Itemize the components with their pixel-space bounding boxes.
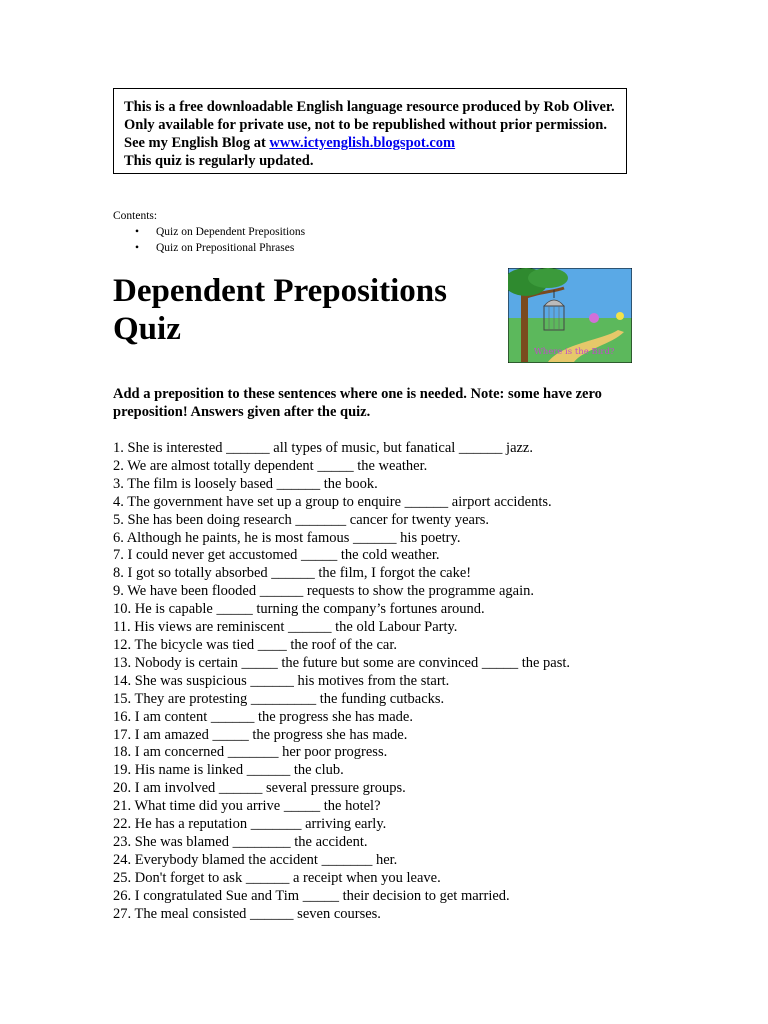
question-item: 7. I could never get accustomed _____ the cold weather.	[113, 547, 440, 564]
question-item: 23. She was blamed ________ the accident.	[113, 833, 368, 850]
contents-section	[113, 208, 305, 256]
question-item: 25. Don't forget to ask ______ a receipt when you leave.	[113, 869, 441, 886]
blog-link[interactable]: www.ictyenglish.blogspot.com	[269, 135, 456, 151]
question-item: 9. We have been flooded ______ requests to show the programme again.	[113, 583, 534, 600]
contents-heading: Contents:	[113, 210, 158, 222]
notice-line: This is a free downloadable English language resource produced by Rob Oliver.	[124, 99, 615, 115]
question-item: 14. She was suspicious ______ his motives from the start.	[113, 672, 450, 689]
question-item: 6. Although he paints, he is most famous ______ his poetry.	[113, 529, 461, 546]
question-item: 2. We are almost totally dependent _____ the weather.	[113, 457, 428, 474]
quiz-instructions: Add a preposition to these sentences where one is needed. Note: some have zero preposition! Answers given after the quiz.	[113, 386, 602, 420]
question-item: 15. They are protesting _________ the funding cutbacks.	[113, 690, 445, 707]
notice-box	[113, 88, 627, 174]
question-item: 5. She has been doing research _______ cancer for twenty years.	[113, 511, 490, 528]
question-item: 11. His views are reminiscent ______ the old Labour Party.	[113, 619, 458, 636]
contents-list	[113, 224, 305, 256]
title-line: Quiz	[113, 311, 181, 347]
bullet-icon: •	[135, 226, 140, 238]
question-item: 4. The government have set up a group to enquire ______ airport accidents.	[113, 493, 552, 510]
contents-item[interactable]	[135, 240, 305, 256]
notice-line: Only available for private use, not to be republished without prior permission.	[124, 117, 607, 133]
contents-item-label: Quiz on Dependent Prepositions	[156, 226, 306, 238]
question-item: 26. I congratulated Sue and Tim _____ their decision to get married.	[113, 887, 510, 904]
contents-item[interactable]	[135, 224, 305, 240]
question-item: 3. The film is loosely based ______ the book.	[113, 475, 378, 492]
title-line: Dependent Prepositions	[113, 273, 447, 309]
question-item: 16. I am content ______ the progress she has made.	[113, 708, 413, 725]
question-item: 18. I am concerned _______ her poor progress.	[113, 744, 388, 761]
question-item: 21. What time did you arrive _____ the hotel?	[113, 798, 381, 815]
question-item: 8. I got so totally absorbed ______ the film, I forgot the cake!	[113, 565, 472, 582]
question-item: 10. He is capable _____ turning the company’s fortunes around.	[113, 601, 485, 618]
bird-cage-illustration	[508, 268, 632, 363]
blog-label: See my English Blog at	[124, 135, 270, 151]
illustration-caption: Where is the Bird?	[534, 347, 615, 357]
question-item: 17. I am amazed _____ the progress she has made.	[113, 726, 408, 743]
page-title	[113, 272, 447, 348]
question-item: 13. Nobody is certain _____ the future but some are convinced _____ the past.	[113, 654, 571, 671]
question-item: 1. She is interested ______ all types of music, but fanatical ______ jazz.	[113, 440, 533, 456]
bullet-icon: •	[135, 242, 140, 254]
question-item: 27. The meal consisted ______ seven courses.	[113, 905, 381, 922]
question-item: 22. He has a reputation _______ arriving early.	[113, 816, 387, 833]
question-item: 20. I am involved ______ several pressure groups.	[113, 780, 406, 797]
contents-item-label: Quiz on Prepositional Phrases	[156, 242, 295, 254]
question-item: 24. Everybody blamed the accident _______ her.	[113, 851, 398, 868]
question-item: 12. The bicycle was tied ____ the roof of the car.	[113, 636, 398, 653]
question-item: 19. His name is linked ______ the club.	[113, 762, 344, 779]
notice-line	[124, 134, 626, 152]
question-list	[113, 440, 570, 923]
notice-line: This quiz is regularly updated.	[124, 153, 314, 169]
